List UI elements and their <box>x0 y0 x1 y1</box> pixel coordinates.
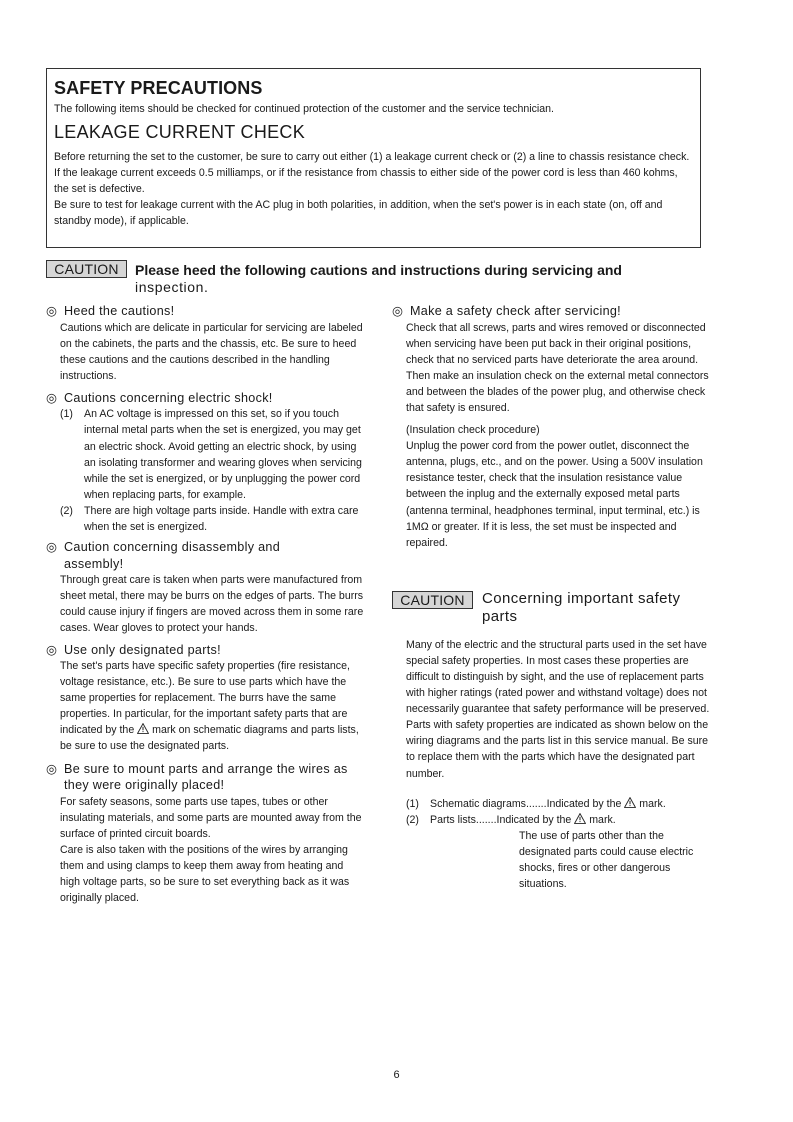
safety-check-body: Check that all screws, parts and wires removed or disconnected when servicing have been put back in their original positions, check that no serviced parts have deteriorate the area around. Then make an insulation check on the external metal connectors and between the blades of the power plug, and otherwise check that safety is ensured. <box>406 321 709 414</box>
left-column <box>46 303 366 906</box>
double-circle-icon: ◎ <box>46 304 58 318</box>
section-safety-check <box>392 303 712 551</box>
disassembly-body: Through great care is taken when parts were manufactured from sheet metal, there may be burrs on the edges of parts. The burrs could cause injury if fingers are moved across them in some rare cases. Wear gloves to protect your hands. <box>60 574 364 635</box>
parts-note: The use of parts other than the designated parts could cause electric shocks, fires or other dangerous situations. <box>519 829 694 891</box>
warning-triangle-icon <box>624 797 636 808</box>
section-title: ◎ Cautions concerning electric shock! <box>46 390 273 405</box>
double-circle-icon: ◎ <box>46 540 58 555</box>
list-number: (2) <box>60 504 73 517</box>
mount-body-2: Care is also taken with the positions of the wires by arranging them and using clamps to keep them away from heating and high voltage parts, so be sure to set everything back as it was originally placed. <box>60 843 350 905</box>
section-disassembly <box>46 539 366 636</box>
important-title: Concerning important safety parts <box>482 589 681 625</box>
page-title: SAFETY PRECAUTIONS <box>54 78 263 98</box>
caution-heading-cont: inspection. <box>135 279 209 295</box>
intro-text: The following items should be checked for continued protection of the customer and the service technician. <box>54 103 554 115</box>
leakage-body <box>54 149 692 229</box>
section-shock <box>46 390 366 535</box>
section-body <box>46 794 366 907</box>
section-title: ◎ Caution concerning disassembly and assembly! <box>46 540 281 571</box>
caution-heading-text: Please heed the following cautions and instructions during servicing and <box>135 262 622 278</box>
section-title: ◎ Be sure to mount parts and arrange the wires as they were originally placed! <box>46 761 348 793</box>
list-number: (1) <box>60 408 73 421</box>
warning-triangle-icon <box>137 723 149 734</box>
important-caution-banner <box>392 583 712 625</box>
shock-list <box>46 406 366 535</box>
list-item: (1) Schematic diagrams.......Indicated by the mark. <box>406 796 712 812</box>
caution-heading <box>135 262 695 296</box>
important-text: Many of the electric and the structural parts used in the set have special safety properties. In most cases these properties are difficult to distinguish by sight, and the use of replacement parts with higher ratings (rated power and withstand voltage) does not necessarily guarantee that safety performance will be preserved. Parts with safety properties are indicated as shown below on the wiring diagrams and the parts list in this service manual. Be sure to replace them with the parts which have the designated part number. <box>406 638 710 780</box>
double-circle-icon: ◎ <box>46 390 58 405</box>
section-body <box>46 320 366 384</box>
list-number: (2) <box>406 813 419 826</box>
section-body <box>46 572 366 636</box>
list-number: (1) <box>406 797 419 810</box>
caution-tag: CAUTION <box>392 591 473 609</box>
page-number: 6 <box>393 1069 400 1081</box>
mount-body-1: For safety seasons, some parts use tapes, tubes or other insulating materials, and some parts are mounted away from the surface of printed circuit boards. <box>60 795 362 840</box>
list-item <box>60 503 366 535</box>
designated-body: The set's parts have specific safety properties (fire resistance, voltage resistance, etc.). Be sure to use parts which have the same properties for replacement. The burrs have the same properties. In particular, for the important safety parts that are indicated by the mark on schematic diagrams and parts lists, be sure to use the designated parts. <box>60 660 359 753</box>
list-text: There are high voltage parts inside. Handle with extra care when the set is energized. <box>84 504 359 534</box>
double-circle-icon: ◎ <box>392 304 404 318</box>
list-item <box>60 406 366 503</box>
list-text: An AC voltage is impressed on this set, so if you touch internal metal parts when the set is energized, you may get an electric shock. Avoid getting an electric shock, by using an isolating transformer and wearing gloves when servicing while the set is energized, or by unplugging the power cord when replacing parts, for example. <box>84 408 362 501</box>
section-title: ◎ Make a safety check after servicing! <box>392 304 621 318</box>
section-heed <box>46 303 366 384</box>
safety-precautions-box <box>46 68 701 248</box>
heed-body: Cautions which are delicate in particular for servicing are labeled on the cabinets, the parts and the chassis, etc. Be sure to heed these cautions and the cautions described in the handling instructions. <box>60 321 363 382</box>
section-body <box>46 658 366 755</box>
section-designated <box>46 642 366 755</box>
leakage-title: LEAKAGE CURRENT CHECK <box>54 122 306 142</box>
procedure-body: Unplug the power cord from the power outlet, disconnect the antenna, plugs, etc., and on the power. Using a 500V insulation resistance tester, check that the insulation resistance value between the inplug and the externally exposed metal parts (antenna terminal, headphones terminal, input terminal, etc.) is 1MΩ or greater. If it is less, the set must be inspected and repaired. <box>406 440 703 549</box>
procedure-title: (Insulation check procedure) <box>406 424 540 437</box>
section-title: ◎ Use only designated parts! <box>46 642 221 657</box>
section-title: ◎ Heed the cautions! <box>46 304 175 318</box>
section-mount <box>46 761 366 907</box>
leakage-paragraph-1: Before returning the set to the customer, be sure to carry out either (1) a leakage current check or (2) a line to chassis resistance check. If the leakage current exceeds 0.5 milliamps, or if the resistance from chassis to either side of the power cord is less than 460 kohms, the set is defective. <box>54 151 690 195</box>
section-body <box>392 320 712 551</box>
leakage-paragraph-2: Be sure to test for leakage current with the AC plug in both polarities, in addition, when the set's power is in each state (on, off and standby mode), if applicable. <box>54 199 663 227</box>
list-item: (2) Parts lists.......Indicated by the mark. <box>406 812 712 828</box>
right-column <box>392 303 712 892</box>
double-circle-icon: ◎ <box>46 642 58 657</box>
double-circle-icon: ◎ <box>46 761 58 776</box>
caution-tag: CAUTION <box>46 260 127 278</box>
parts-indication-list <box>392 796 712 893</box>
warning-triangle-icon <box>574 813 586 824</box>
important-body <box>392 637 712 782</box>
